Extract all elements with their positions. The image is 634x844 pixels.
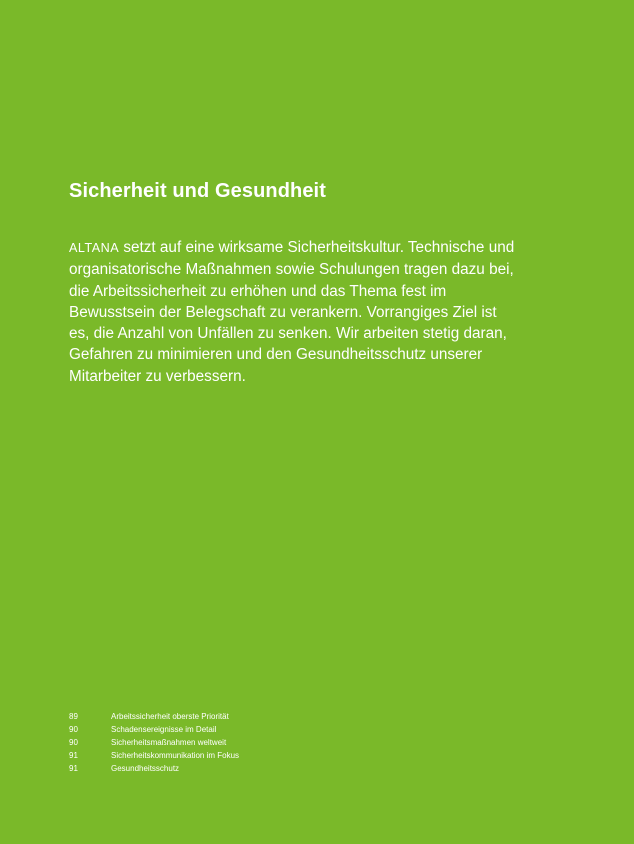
intro-paragraph bbox=[69, 237, 519, 387]
intro-brand: ALTANA bbox=[69, 241, 120, 255]
toc-label: Sicherheitsmaßnahmen weltweit bbox=[111, 738, 227, 747]
table-of-contents bbox=[69, 710, 239, 775]
toc-page-number: 90 bbox=[69, 725, 78, 734]
toc-label: Gesundheitsschutz bbox=[111, 764, 180, 773]
toc-item[interactable] bbox=[69, 736, 239, 749]
intro-text: setzt auf eine wirksame Sicherheitskultur. Technische und organisatorische Maßnahmen sowie Schulungen tragen dazu bei, die Arbeitssicherheit zu erhöhen und das Thema fest im Bewusstsein der Belegschaft zu verankern. Vorrangiges Ziel ist es, die Anzahl von Unfällen zu senken. Wir arbeiten stetig daran, Gefahren zu minimieren und den Gesundheitsschutz unserer Mitarbeiter zu verbessern. bbox=[69, 239, 515, 385]
toc-label: Schadensereignisse im Detail bbox=[111, 725, 217, 734]
toc-item[interactable] bbox=[69, 710, 239, 723]
toc-item[interactable] bbox=[69, 749, 239, 762]
toc-item[interactable] bbox=[69, 762, 239, 775]
toc-page-number: 90 bbox=[69, 738, 78, 747]
toc-label: Arbeitssicherheit oberste Priorität bbox=[111, 712, 229, 721]
toc-page-number: 91 bbox=[69, 764, 78, 773]
section-title: Sicherheit und Gesundheit bbox=[69, 180, 326, 202]
toc-page-number: 91 bbox=[69, 751, 78, 760]
toc-label: Sicherheitskommunikation im Fokus bbox=[111, 751, 240, 760]
toc-page-number: 89 bbox=[69, 712, 78, 721]
toc-item[interactable] bbox=[69, 723, 239, 736]
